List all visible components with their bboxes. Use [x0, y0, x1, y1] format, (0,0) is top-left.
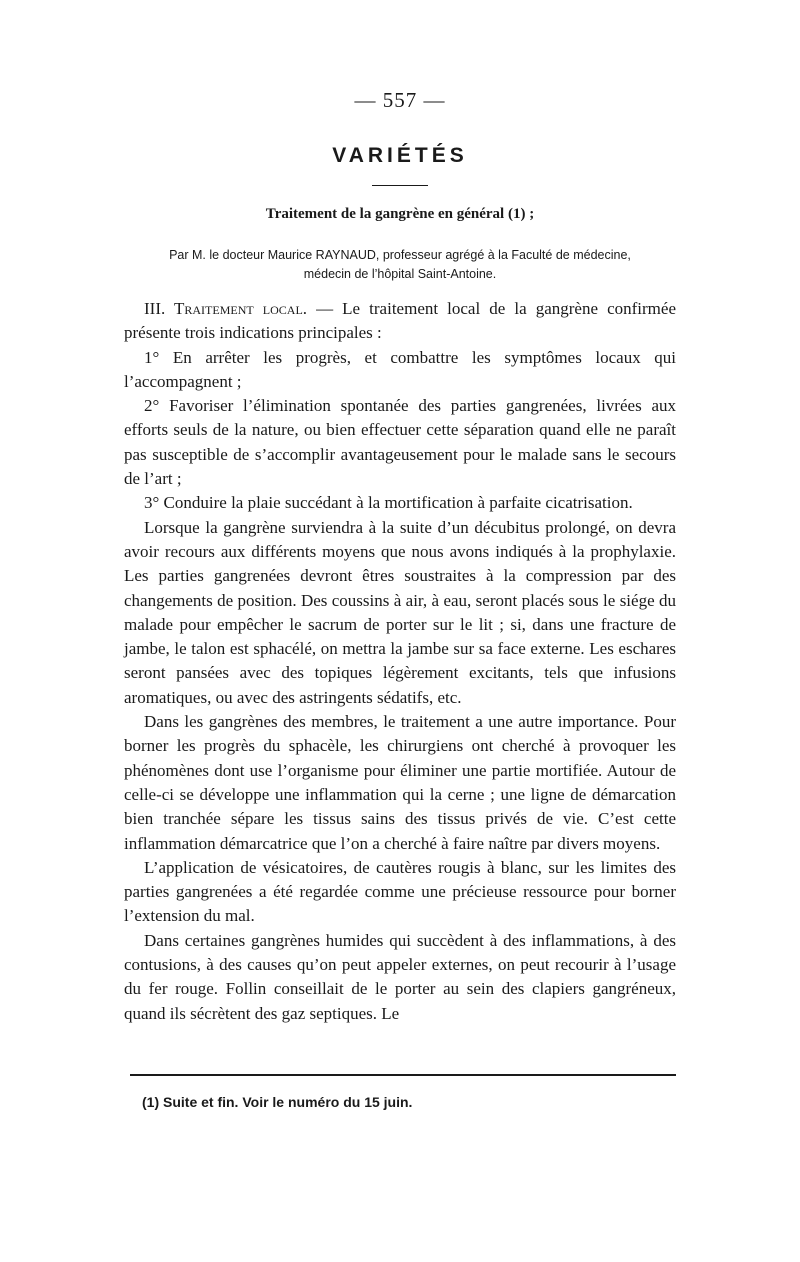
paragraph-1-text: — Le traitement local de la gangrène confirmée présente trois indications principales : [124, 299, 676, 343]
paragraph-8: Dans certaines gangrènes humides qui succèdent à des inflammations, à des contusions, à des causes qu’on peut appeler externes, on peut recourir à l’usage du fer rouge. Follin conseillait de le porter au sein des clapiers gangréneux, quand ils sécrètent des gaz septiques. Le [124, 930, 676, 1023]
article-title: Traitement de la gangrène en général (1) ; [265, 206, 535, 222]
paragraph-6: Dans les gangrènes des membres, le traitement a une autre importance. Pour borner les progrès du sphacèle, les chirurgiens ont cherché à provoquer les phénomènes dont use l’organisme pour éliminer une partie mortifiée. Autour de celle-ci se développe une inflammation qui la cerne ; une ligne de démarcation bien tranchée sépare les tissus sains des tissus privés de vie. C’est cette inflammation démarcatrice que l’on a cherché à faire naître par divers moyens. [124, 712, 676, 853]
footnote: (1) Suite et fin. Voir le numéro du 15 juin. [142, 1094, 413, 1110]
article-body [124, 297, 676, 1026]
byline-line-1: Par M. le docteur Maurice RAYNAUD, professeur agrégé à la Faculté de médecine, [169, 248, 631, 262]
section-heading: III. Traitement local. [144, 299, 308, 318]
paragraph-5: Lorsque la gangrène surviendra à la suite d’un décubitus prolongé, on devra avoir recours aux différents moyens que nous avons indiqués à la prophylaxie. Les parties gangrenées devront êtres soustraites à la compression par des changements de position. Des coussins à air, à eau, seront placés sous le siége du malade pour empêcher le sacrum de porter sur le lit ; si, dans une fracture de jambe, le talon est sphacélé, on mettra la jambe sur sa face externe. Les eschares seront pansées avec des topiques légèrement excitants, tels que infusions aromatiques, ou avec des astringents sédatifs, etc. [124, 517, 676, 707]
paragraph-1 [124, 297, 676, 346]
footnote-rule [130, 1074, 676, 1076]
paragraph-4: 3° Conduire la plaie succédant à la mortification à parfaite cicatrisation. [144, 493, 633, 513]
paragraph-2: 1° En arrêter les progrès, et combattre les symptômes locaux qui l’accompagnent ; [124, 347, 676, 391]
paragraph-7: L’application de vésicatoires, de cautères rougis à blanc, sur les limites des parties gangrenées a été regardée comme une précieuse ressource pour borner l’extension du mal. [124, 857, 676, 926]
section-title: VARIÉTÉS [332, 144, 468, 167]
byline-line-2: médecin de l’hôpital Saint-Antoine. [303, 267, 497, 281]
title-rule [372, 185, 428, 186]
paragraph-3: 2° Favoriser l’élimination spontanée des parties gangrenées, livrées aux efforts seuls de la nature, ou bien effectuer cette séparation quand elle ne paraît pas susceptible de s’accomplir avantageusement pour le malade sans le secours de l’art ; [124, 396, 676, 489]
page-number: — 557 — [354, 88, 446, 112]
byline [110, 246, 690, 284]
